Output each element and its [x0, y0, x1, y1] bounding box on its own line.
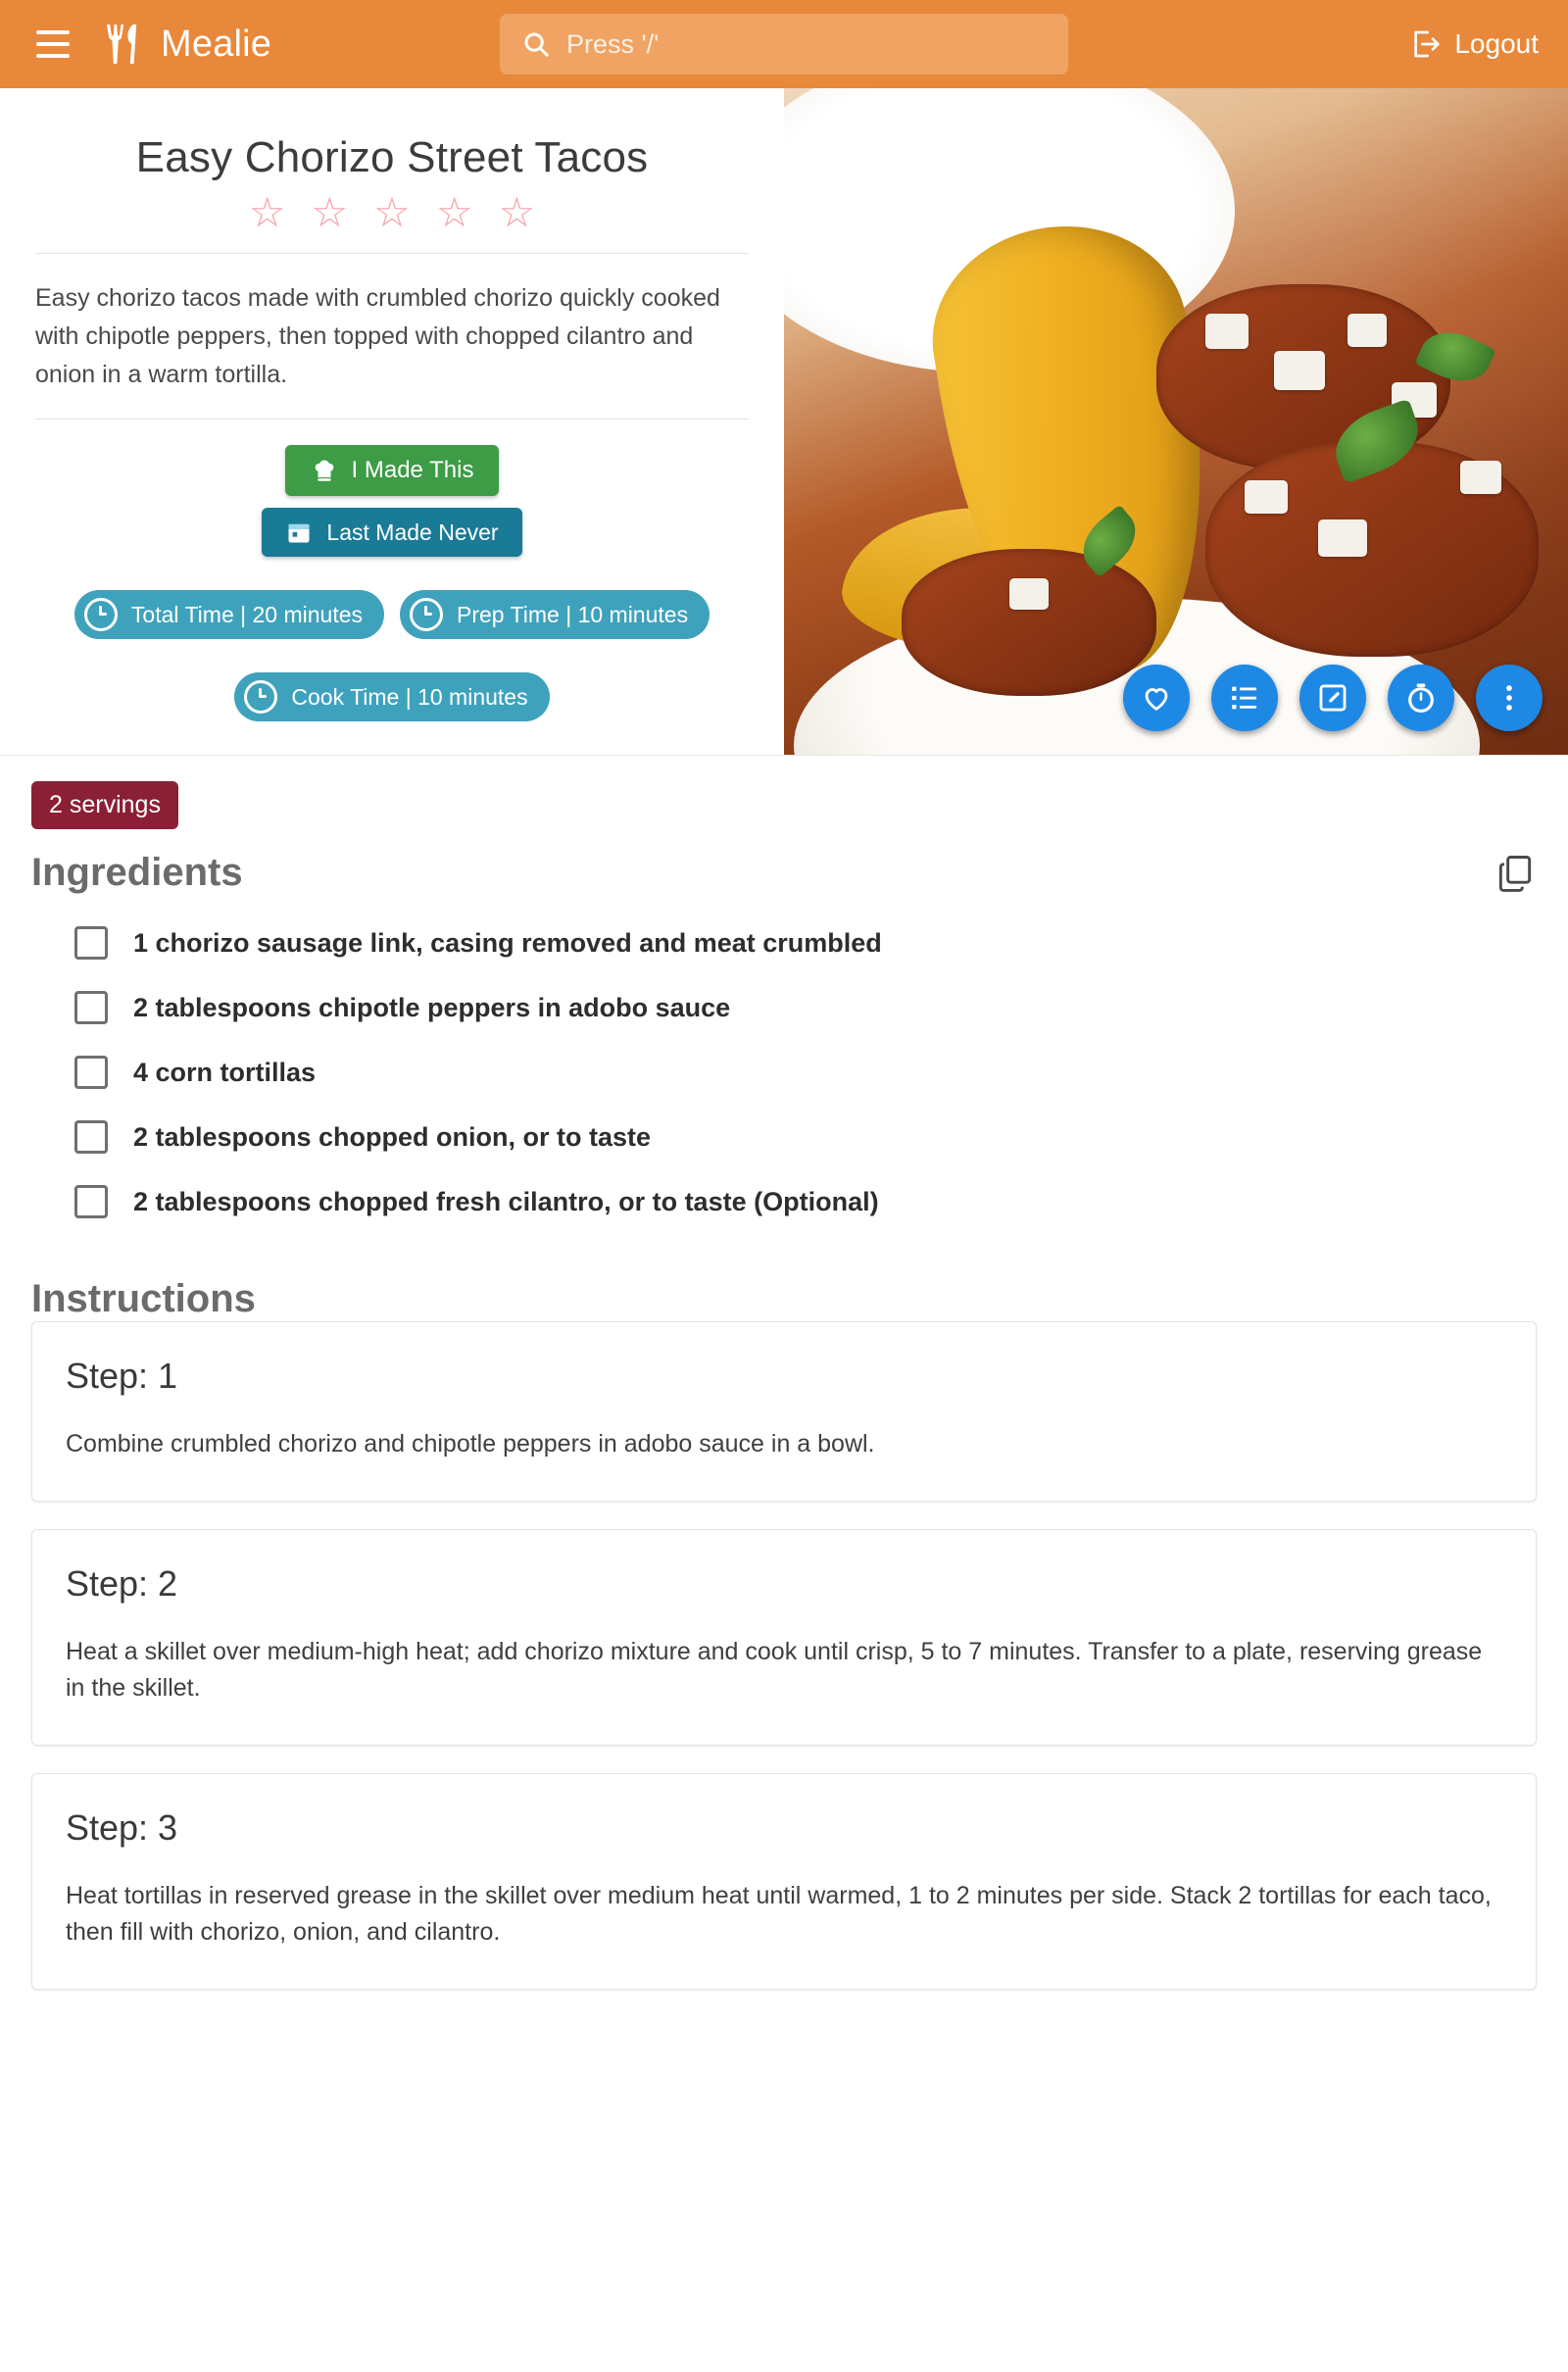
logout-icon	[1409, 28, 1441, 60]
calendar-icon	[285, 519, 313, 546]
onion-piece	[1318, 519, 1367, 557]
ingredient-checkbox[interactable]	[74, 1056, 108, 1089]
ingredients-title: Ingredients	[31, 851, 243, 895]
recipe-image	[784, 88, 1568, 755]
search-input[interactable]	[500, 14, 1068, 74]
last-made-label: Last Made Never	[326, 519, 499, 545]
instruction-step[interactable]	[31, 1321, 1537, 1502]
star-4[interactable]: ☆	[435, 189, 473, 235]
search-placeholder: Press '/'	[566, 28, 660, 59]
star-5[interactable]: ☆	[498, 189, 536, 235]
ingredient-label: 2 tablespoons chopped fresh cilantro, or to taste (Optional)	[133, 1186, 879, 1216]
chip-cook-time-label: Cook Time | 10 minutes	[291, 683, 528, 710]
logout-label: Logout	[1454, 28, 1539, 59]
clock-icon	[410, 598, 443, 631]
onion-piece	[1348, 314, 1387, 347]
app-title: Mealie	[161, 23, 272, 65]
step-text: Heat tortillas in reserved grease in the skillet over medium heat until warmed, 1 to 2 minutes per side. Stack 2 tortillas for each taco, then fill with chorizo, onion, and cilantro.	[66, 1881, 1492, 1947]
ingredient-label: 1 chorizo sausage link, casing removed and meat crumbled	[133, 927, 882, 958]
clock-icon	[244, 680, 277, 714]
clock-icon	[84, 598, 118, 631]
list-item[interactable]	[31, 911, 1537, 975]
chef-hat-icon	[311, 457, 338, 484]
favorite-button[interactable]	[1123, 665, 1190, 731]
onion-piece	[1205, 314, 1249, 349]
recipe-hero	[0, 88, 1568, 756]
search-icon	[521, 29, 551, 59]
list-item[interactable]	[31, 1040, 1537, 1105]
onion-piece	[1460, 461, 1501, 494]
copy-icon[interactable]	[1494, 852, 1537, 895]
timer-button[interactable]	[1388, 665, 1454, 731]
step-text: Combine crumbled chorizo and chipotle peppers in adobo sauce in a bowl.	[66, 1430, 875, 1458]
recipe-body	[0, 756, 1568, 2056]
chorizo-filling	[902, 549, 1156, 696]
app-header	[0, 0, 1568, 88]
pencil-square-icon	[1316, 681, 1349, 715]
ingredient-checkbox[interactable]	[74, 991, 108, 1024]
rating-stars[interactable]	[35, 189, 749, 235]
logout-button[interactable]	[1409, 28, 1539, 60]
onion-piece	[1274, 351, 1325, 390]
step-text: Heat a skillet over medium-high heat; add chorizo mixture and cook until crisp, 5 to 7 minutes. Transfer to a plate, reserving grease in the skillet.	[66, 1637, 1483, 1703]
onion-piece	[1009, 578, 1049, 610]
chip-cook-time	[234, 672, 549, 721]
ingredient-checkbox[interactable]	[74, 1120, 108, 1154]
time-chip-row	[35, 590, 749, 639]
i-made-this-button[interactable]	[285, 445, 500, 496]
recipe-actions	[35, 445, 749, 557]
recipe-summary	[0, 88, 784, 755]
hamburger-menu-icon[interactable]	[25, 17, 80, 72]
i-made-this-label: I Made This	[351, 457, 474, 484]
page-title: Easy Chorizo Street Tacos	[135, 133, 649, 181]
chip-prep-time-label: Prep Time | 10 minutes	[457, 601, 689, 627]
more-options-button[interactable]	[1476, 665, 1543, 731]
step-title: Step: 3	[66, 1806, 178, 1848]
ingredient-label: 2 tablespoons chopped onion, or to taste	[133, 1121, 652, 1152]
chip-total-time	[74, 590, 384, 639]
recipe-action-buttons	[1123, 665, 1543, 731]
last-made-button[interactable]	[262, 508, 521, 557]
ingredient-label: 4 corn tortillas	[133, 1057, 317, 1087]
star-2[interactable]: ☆	[311, 189, 349, 235]
list-item[interactable]	[31, 1169, 1537, 1234]
recipe-details-button[interactable]	[1211, 665, 1278, 731]
divider-top	[35, 253, 749, 254]
chip-total-time-label: Total Time | 20 minutes	[130, 601, 363, 627]
star-1[interactable]: ☆	[248, 189, 286, 235]
list-icon	[1228, 681, 1261, 715]
instruction-step[interactable]	[31, 1773, 1537, 1990]
divider-bottom	[35, 419, 749, 420]
edit-button[interactable]	[1299, 665, 1366, 731]
ingredient-label: 2 tablespoons chipotle peppers in adobo sauce	[133, 992, 731, 1022]
chip-prep-time	[400, 590, 710, 639]
ingredient-checkbox[interactable]	[74, 926, 108, 960]
timer-icon	[1404, 681, 1438, 715]
step-title: Step: 2	[66, 1562, 178, 1604]
ingredients-list	[31, 911, 1537, 1234]
fork-knife-icon	[92, 17, 147, 72]
step-title: Step: 1	[66, 1356, 178, 1397]
recipe-description: Easy chorizo tacos made with crumbled chorizo quickly cooked with chipotle peppers, then topped with chopped cilantro and onion in a warm tortilla.	[35, 284, 720, 388]
servings-badge[interactable]: 2 servings	[31, 781, 178, 829]
list-item[interactable]	[31, 975, 1537, 1040]
instruction-step[interactable]	[31, 1529, 1537, 1746]
ingredient-checkbox[interactable]	[74, 1185, 108, 1218]
heart-icon	[1140, 681, 1173, 715]
dots-vertical-icon	[1493, 681, 1526, 715]
time-chip-row-2	[35, 672, 749, 721]
onion-piece	[1245, 480, 1288, 514]
list-item[interactable]	[31, 1105, 1537, 1169]
ingredients-header	[31, 851, 1537, 895]
star-3[interactable]: ☆	[373, 189, 411, 235]
instructions-title: Instructions	[31, 1277, 256, 1321]
